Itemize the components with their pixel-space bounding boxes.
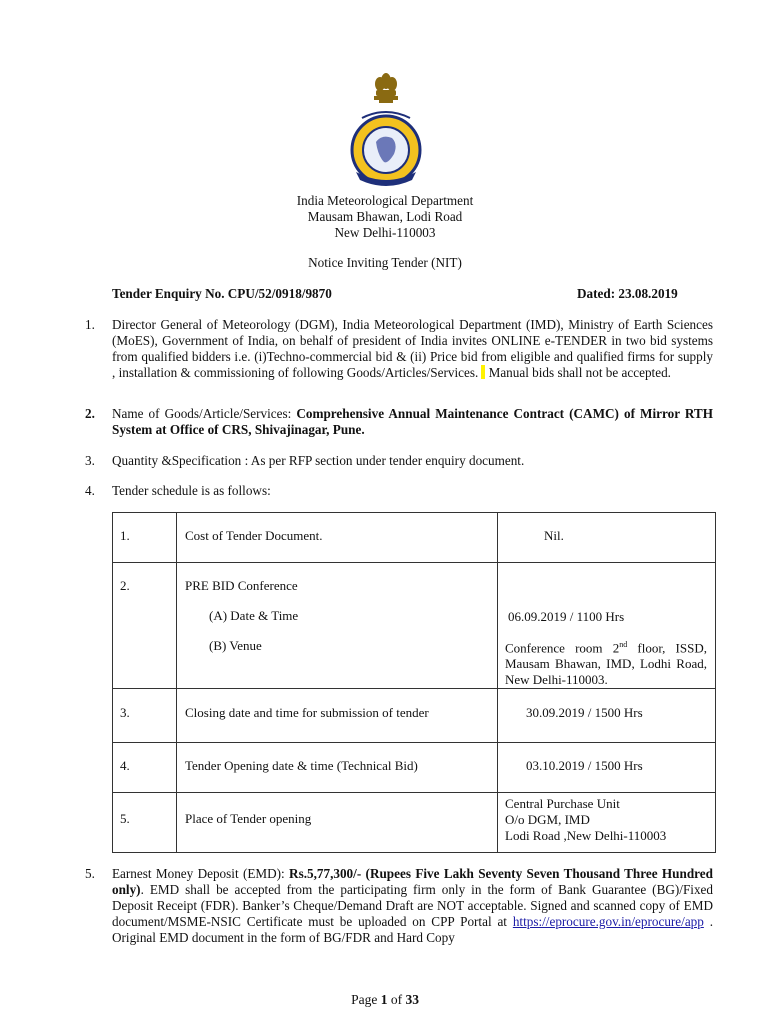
row-item: Tender Opening date & time (Technical Bid) <box>177 743 498 793</box>
page-footer <box>0 992 770 1008</box>
para-number: 2. <box>85 406 95 421</box>
row-number: 3. <box>113 689 177 743</box>
table-row <box>113 689 716 743</box>
para-text: . EMD shall be accepted from the participating firm only in the form of Bank Guarantee (BG)/Fixed Deposit Receipt (FDR). Banker’s Cheque/Demand Draft are NOT acceptable. Signed and scanned copy of EMD document/MSME-NSIC Certificate must be uploaded on CPP Portal at <box>112 882 713 929</box>
row-value-cell <box>498 793 716 853</box>
para-4 <box>85 483 713 499</box>
row-number: 1. <box>113 513 177 563</box>
para-text: . Original EMD document in the form of BG/FDR and Hard Copy <box>112 914 714 945</box>
row-number: 2. <box>113 563 177 689</box>
para-text: Quantity &Specification : As per RFP section under tender enquiry document. <box>112 453 525 468</box>
para-text: Name of Goods/Article/Services: <box>112 406 297 421</box>
para-3 <box>85 453 713 469</box>
para-text: Director General of Meteorology (DGM), India Meteorological Department (IMD), Ministry of Earth Sciences (MoES), Government of India, on behalf of president of India invites ONLINE e-TENDER in two bid systems from qualified bidders i.e. (i)Techno-commercial bid & (ii) Price bid from eligible and qualified firms for supply , installation & commissioning of following Goods/Articles/Services. <box>112 317 713 380</box>
table-row <box>113 563 716 689</box>
para-5-emd <box>85 866 713 946</box>
row-value-a: 06.09.2019 / 1100 Hrs <box>508 609 625 624</box>
row-value-line: Lodi Road ,New Delhi-110003 <box>505 828 667 844</box>
row-number: 5. <box>113 793 177 853</box>
table-row <box>113 743 716 793</box>
para-1 <box>85 317 713 381</box>
para-2 <box>85 406 713 438</box>
goods-name: Comprehensive Annual Maintenance Contract (CAMC) of Mirror RTH System at Office of CRS, Shivajinagar, Pune. <box>112 406 713 437</box>
row-item: PRE BID Conference <box>185 578 298 593</box>
row-sub-a: (A) Date & Time <box>209 608 299 623</box>
para-text: Tender schedule is as follows: <box>112 483 271 498</box>
row-item: Place of Tender opening <box>177 793 498 853</box>
page-number: 1 <box>380 992 388 1007</box>
row-value: Nil. <box>498 513 716 563</box>
venue-text: Conference room 2 <box>505 640 620 656</box>
para-number: 3. <box>85 453 95 468</box>
table-row <box>113 513 716 563</box>
tender-date: Dated: 23.08.2019 <box>577 286 678 301</box>
page-word: Page <box>351 992 378 1007</box>
para-text: Earnest Money Deposit (EMD): <box>112 866 290 881</box>
org-name: India Meteorological Department <box>296 193 474 208</box>
row-item-cell <box>177 563 498 689</box>
row-item: Cost of Tender Document. <box>177 513 498 563</box>
para-number: 4. <box>85 483 95 498</box>
para-number: 1. <box>85 317 95 332</box>
of-word: of <box>390 992 403 1007</box>
row-number: 4. <box>113 743 177 793</box>
tender-enquiry-number: Tender Enquiry No. CPU/52/0918/9870 <box>112 286 332 301</box>
venue-text-rest: floor, ISSD, Mausam Bhawan, IMD, Lodhi Road, New Delhi-110003. <box>505 640 707 688</box>
row-sub-b: (B) Venue <box>209 638 262 653</box>
row-value-b <box>505 637 707 688</box>
row-value: 03.10.2019 / 1500 Hrs <box>498 743 716 793</box>
org-address-line1: Mausam Bhawan, Lodi Road <box>307 209 463 224</box>
row-value-cell <box>498 563 716 689</box>
row-value: 30.09.2019 / 1500 Hrs <box>498 689 716 743</box>
row-value-line: Central Purchase Unit <box>505 796 620 812</box>
row-item: Closing date and time for submission of tender <box>177 689 498 743</box>
org-address-line2: New Delhi-110003 <box>334 225 436 240</box>
page-total: 33 <box>405 992 419 1007</box>
para-text-after: Manual bids shall not be accepted. <box>485 365 671 380</box>
tender-schedule-table <box>112 512 716 853</box>
row-value-line: O/o DGM, IMD <box>505 812 590 828</box>
venue-sup: nd <box>619 640 628 649</box>
notice-title: Notice Inviting Tender (NIT) <box>308 255 462 270</box>
imd-logo <box>332 72 440 190</box>
cpp-portal-link[interactable]: https://eprocure.gov.in/eprocure/app <box>512 914 704 929</box>
emd-amount: Rs.5,77,300/- (Rupees Five Lakh Seventy Seven Thousand Three Hundred only) <box>112 866 713 897</box>
para-number: 5. <box>85 866 95 881</box>
table-row <box>113 793 716 853</box>
